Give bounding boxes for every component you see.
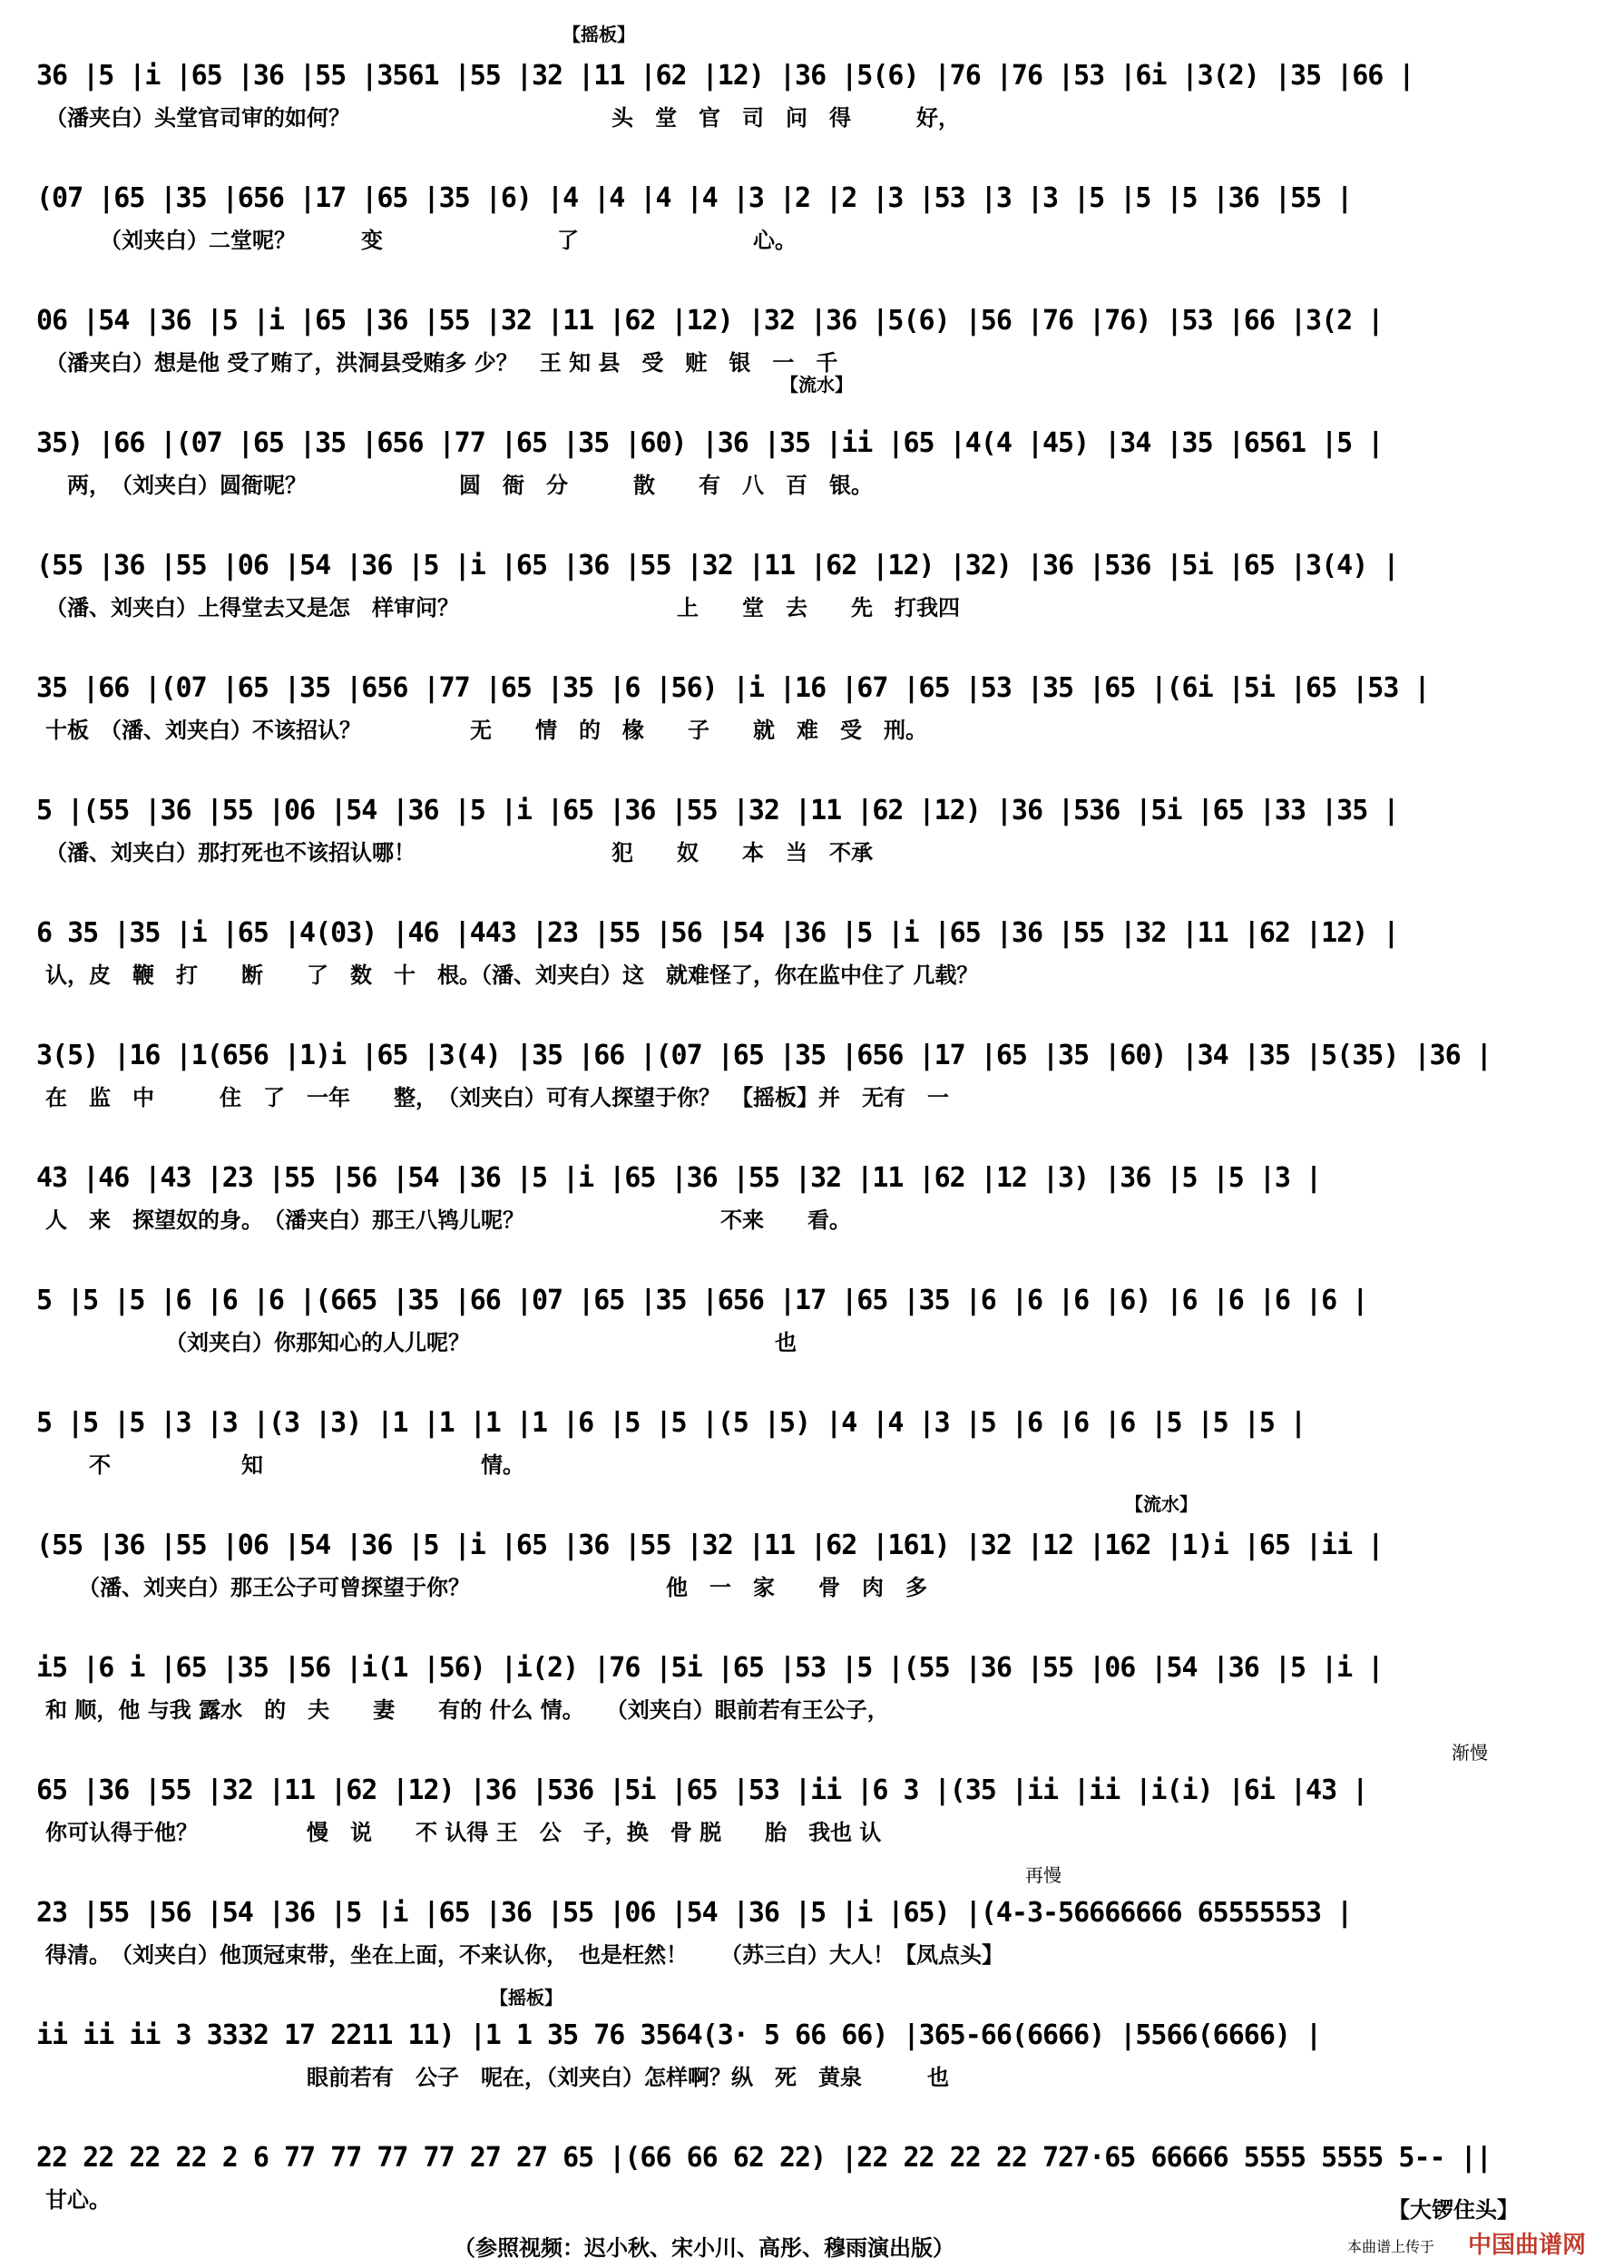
lyrics-line: 你可认得于他？ 慢 说 不 认得 王 公 子，换 骨 脱 胎 我也 认 [45,1819,882,1845]
notation-line: 6 35 |35 |i |65 |4(03) |46 |443 |23 |55 |56 |54 |36 |5 |i |65 |36 |55 |32 |11 |62 |12) | [36,917,1399,949]
lyrics-line: 甘心。 [45,2186,111,2213]
site-logo[interactable]: 中国曲谱网 [1468,2232,1587,2259]
score-row-10 [36,1120,1597,1235]
lyrics-line: （潘夹白）头堂官司审的如何？ 头 堂 官 司 问 得 好， [45,104,960,131]
tempo-mark: 【摇板】 [490,1987,563,2009]
notation-line: 5 |5 |5 |6 |6 |6 |(665 |35 |66 |07 |65 |35 |656 |17 |65 |35 |6 |6 |6 |6) |6 |6 |6 |6 | [36,1285,1368,1316]
lyrics-line: 得清。 （刘夹白）他顶冠束带，坐在上面，不来认你， 也是枉然！ （苏三白）大人！【凤点头】 [45,1941,1003,1968]
notation-line: 3(5) |16 |1(656 |1)i |65 |3(4) |35 |66 |(07 |65 |35 |656 |17 |65 |35 |60) |34 |35 |5(35) |36 | [36,1040,1492,1071]
score-row-8 [36,875,1597,990]
lyrics-line: （潘、刘夹白）那王公子可曾探望于你？ 他 一 家 骨 肉 多 [45,1574,927,1600]
ending-mark: 【大锣住头】 [1388,2196,1519,2223]
notation-line: 5 |(55 |36 |55 |06 |54 |36 |5 |i |65 |36 |55 |32 |11 |62 |12) |36 |536 |5i |65 |33 |35 | [36,795,1399,826]
score-row-16 [36,1855,1597,1970]
reference-note: （参照视频：迟小秋、宋小川、高彤、穆雨演出版） [454,2234,954,2261]
score-row-11 [36,1243,1597,1357]
notation-line: 5 |5 |5 |3 |3 |(3 |3) |1 |1 |1 |1 |6 |5 |5 |(5 |5) |4 |4 |3 |5 |6 |6 |6 |5 |5 |5 | [36,1407,1306,1439]
lyrics-line: 十板 （潘、刘夹白）不该招认？ 无 情 的 椽 子 就 难 受 刑。 [45,717,927,743]
uploader-note: 本曲谱上传于 [1347,2238,1435,2255]
notation-line: 23 |55 |56 |54 |36 |5 |i |65 |36 |55 |06 |54 |36 |5 |i |65) |(4-3-56666666 65555553 | [36,1897,1353,1929]
tempo-mark: 渐慢 [1452,1742,1488,1764]
score-row-5 [36,508,1597,622]
notation-line: (55 |36 |55 |06 |54 |36 |5 |i |65 |36 |55 |32 |11 |62 |161) |32 |12 |162 |1)i |65 |ii | [36,1530,1384,1561]
score-row-12 [36,1365,1597,1480]
score-row-1 [36,18,1597,132]
tempo-mark: 【流水】 [1125,1493,1198,1515]
score-row-2 [36,141,1597,255]
lyrics-line: 和 顺，他 与我 露水 的 夫 妻 有的 什么 情。 （刘夹白）眼前若有王公子， [45,1696,889,1723]
lyrics-line: 眼前若有 公子 呢在，（刘夹白）怎样啊？纵 死 黄泉 也 [45,2064,949,2090]
notation-line: 43 |46 |43 |23 |55 |56 |54 |36 |5 |i |65 |36 |55 |32 |11 |62 |12 |3) |36 |5 |5 |3 | [36,1162,1322,1194]
lyrics-line: 认，皮 鞭 打 断 了 数 十 根。（潘、刘夹白）这 就难怪了，你在监中住了 几载？ [45,962,979,988]
tempo-mark: 【流水】 [780,374,853,396]
score-row-7 [36,753,1597,867]
lyrics-line: 在 监 中 住 了 一年 整， （刘夹白）可有人探望于你？ 【摇板】并 无有 一 [45,1084,949,1110]
tempo-mark: 【摇板】 [563,24,635,45]
score-row-17 [36,1978,1597,2092]
lyrics-line: 人 来 探望奴的身。 （潘夹白）那王八鸨儿呢？ 不来 看。 [45,1207,851,1233]
lyrics-line: （潘、刘夹白）那打死也不该招认哪！ 犯 奴 本 当 不承 [45,839,873,865]
tempo-mark: 再慢 [1025,1864,1061,1886]
lyrics-line: 两， （刘夹白）圆衙呢？ 圆 衙 分 散 有 八 百 银。 [45,472,873,498]
notation-line: (07 |65 |35 |656 |17 |65 |35 |6) |4 |4 |4 |4 |3 |2 |2 |3 |53 |3 |3 |5 |5 |5 |36 |55 | [36,182,1353,214]
lyrics-line: （刘夹白）二堂呢？ 变 了 心。 [45,227,797,253]
lyrics-line: 不 知 情。 [45,1452,524,1478]
score-row-18 [36,2100,1597,2214]
notation-line: 65 |36 |55 |32 |11 |62 |12) |36 |536 |5i |65 |53 |ii |6 3 |(35 |ii |ii |i(i) |6i |43 | [36,1774,1368,1806]
notation-line: i5 |6 i |65 |35 |56 |i(1 |56) |i(2) |76 |5i |65 |53 |5 |(55 |36 |55 |06 |54 |36 |5 |i | [36,1652,1384,1684]
notation-line: ii ii ii 3 3332 17 2211 11) |1 1 35 76 3564(3· 5 66 66) |365-66(6666) |5566(6666) | [36,2019,1322,2051]
score-row-6 [36,631,1597,745]
score-row-3 [36,263,1597,396]
notation-line: (55 |36 |55 |06 |54 |36 |5 |i |65 |36 |55 |32 |11 |62 |12) |32) |36 |536 |5i |65 |3(4) | [36,550,1399,582]
score-row-14 [36,1610,1597,1725]
notation-line: 35 |66 |(07 |65 |35 |656 |77 |65 |35 |6 |56) |i |16 |67 |65 |53 |35 |65 |(6i |5i |65 |53 | [36,672,1430,704]
score-row-13 [36,1488,1597,1602]
notation-line: 35) |66 |(07 |65 |35 |656 |77 |65 |35 |60) |36 |35 |ii |65 |4(4 |45) |34 |35 |6561 |5 | [36,427,1384,459]
score-row-4 [36,386,1597,500]
lyrics-line: （潘、刘夹白）上得堂去又是怎 样审问？ 上 堂 去 先 打我四 [45,594,960,621]
notation-line: 06 |54 |36 |5 |i |65 |36 |55 |32 |11 |62 |12) |32 |36 |5(6) |56 |76 |76) |53 |66 |3(2 | [36,305,1384,337]
lyrics-line: （潘夹白）想是他 受了贿了，洪洞县受贿多 少？ 王 知 县 受 赃 银 一 千 [45,349,838,376]
notation-line: 36 |5 |i |65 |36 |55 |3561 |55 |32 |11 |62 |12) |36 |5(6) |76 |76 |53 |6i |3(2) |35 |66 | [36,60,1414,92]
score-row-15 [36,1733,1597,1847]
lyrics-line: （刘夹白）你那知心的人儿呢？ 也 [45,1329,797,1355]
notation-line: 22 22 22 22 2 6 77 77 77 77 27 27 65 |(66 66 62 22) |22 22 22 22 727·65 66666 5555 5555 5-- || [36,2142,1492,2174]
score-row-9 [36,998,1597,1112]
